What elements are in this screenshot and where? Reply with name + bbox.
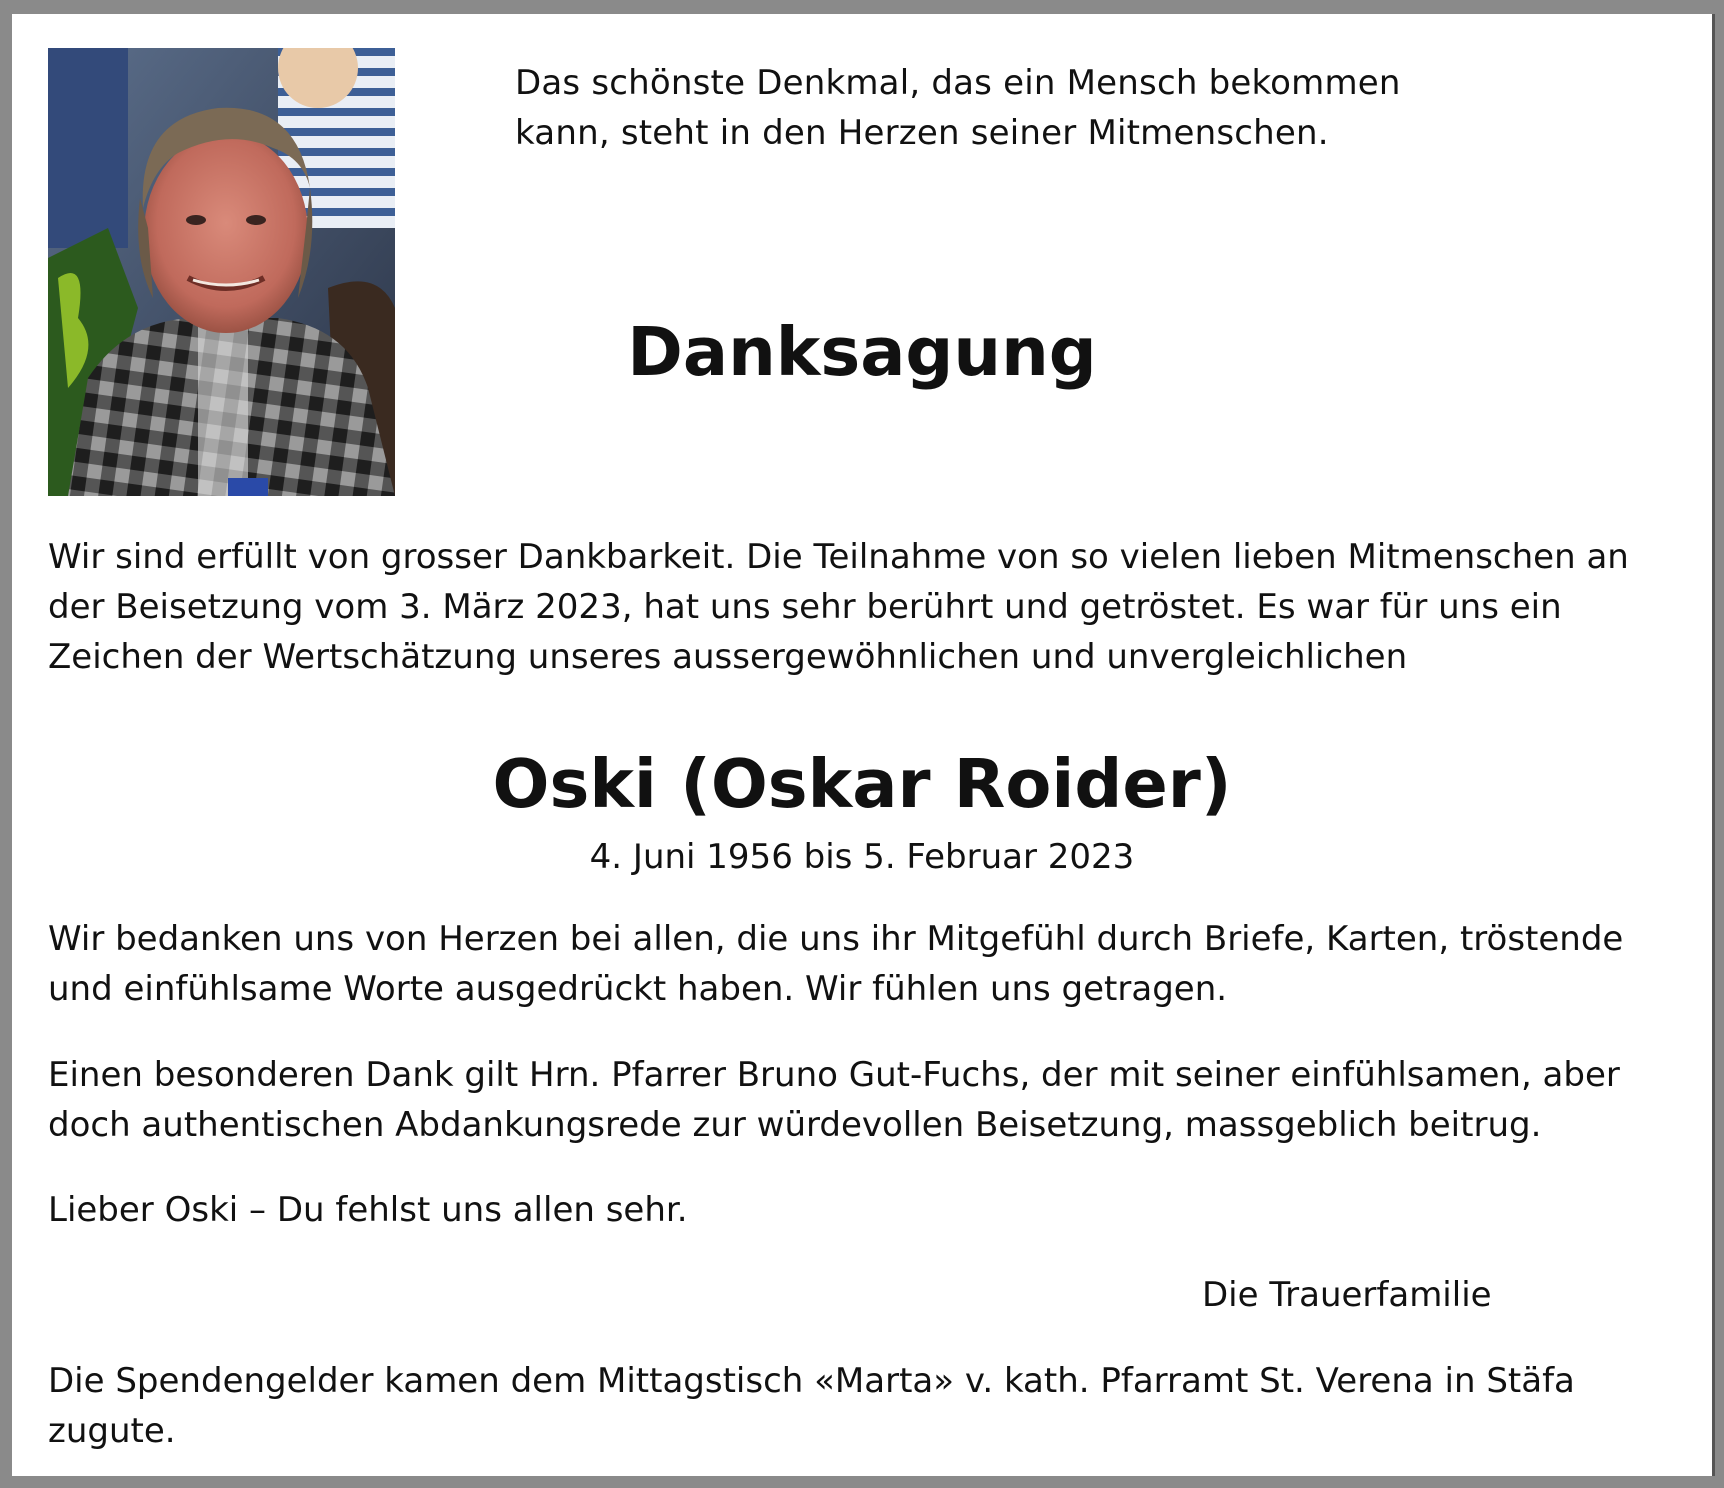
quote-line-1: Das schönste Denkmal, das ein Mensch bekommen xyxy=(515,63,1401,103)
quote-line-2: kann, steht in den Herzen seiner Mitmenschen. xyxy=(515,113,1329,153)
life-dates: 4. Juni 1956 bis 5. Februar 2023 xyxy=(589,837,1135,877)
special-thanks-paragraph: Einen besonderen Dank gilt Hrn. Pfarrer Bruno Gut-Fuchs, der mit seiner einfühlsamen, aber doch authentischen Abdankungsrede zur würdevollen Beisetzung, massgeblich beitrug. xyxy=(48,1055,1620,1145)
signature: Die Trauerfamilie xyxy=(1202,1275,1492,1315)
page-title: Danksagung xyxy=(627,313,1097,391)
obituary-card xyxy=(12,14,1715,1476)
portrait-photo xyxy=(48,48,395,496)
intro-paragraph: Wir sind erfüllt von grosser Dankbarkeit. Die Teilnahme von so vielen lieben Mitmenschen an der Beisetzung vom 3. März 2023, hat uns sehr berührt und getröstet. Es war für uns ein Zeichen der Wertschätzung unseres aussergewöhnlichen und unvergleichlichen xyxy=(48,537,1629,677)
deceased-name: Oski (Oskar Roider) xyxy=(492,745,1232,823)
thanks-paragraph: Wir bedanken uns von Herzen bei allen, die uns ihr Mitgefühl durch Briefe, Karten, tröstende und einfühlsame Worte ausgedrückt haben. Wir fühlen uns getragen. xyxy=(48,919,1624,1009)
donations-note: Die Spendengelder kamen dem Mittagstisch «Marta» v. kath. Pfarramt St. Verena in Stäfa zugute. xyxy=(48,1361,1575,1451)
farewell-line: Lieber Oski – Du fehlst uns allen sehr. xyxy=(48,1190,688,1230)
memorial-quote xyxy=(515,58,1415,158)
